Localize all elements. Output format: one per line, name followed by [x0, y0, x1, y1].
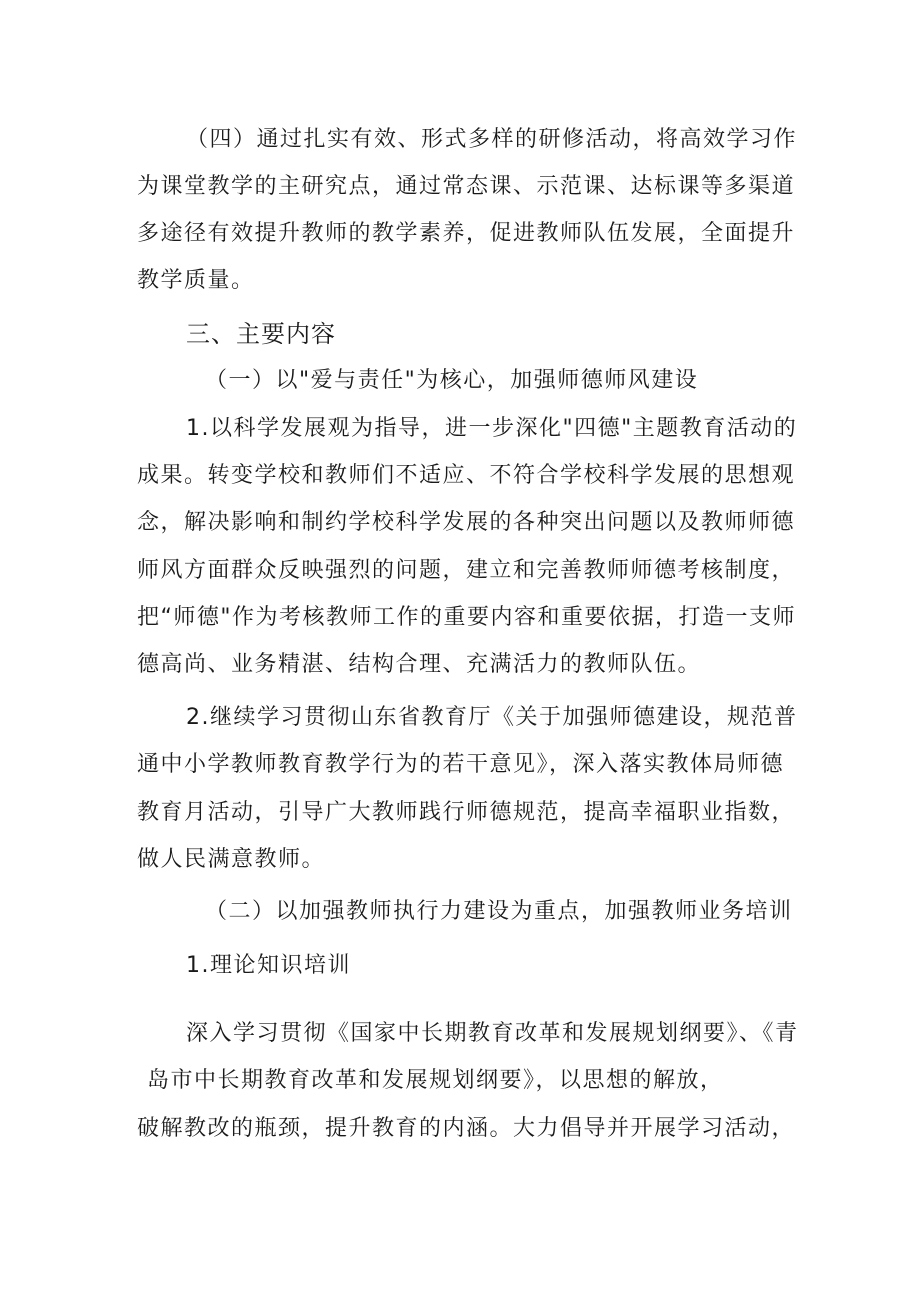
item-1-line-6: 德高尚、业务精湛、结构合理、充满活力的教师队伍。: [137, 652, 702, 677]
item-2-1-heading: 1.理论知识培训: [186, 953, 351, 978]
paragraph-4-line-4: 教学质量。: [137, 268, 255, 293]
subsection-1-heading: （一）以"爱与责任"为核心，加强师德师风建设: [205, 368, 699, 393]
paragraph-4-line-1: （四）通过扎实有效、形式多样的研修活动，将高效学习作: [186, 127, 798, 152]
item-1-line-3: 念，解决影响和制约学校科学发展的各种突出问题以及教师师德: [137, 510, 796, 535]
last-paragraph-line-2: 岛市中长期教育改革和发展规划纲要》，以思想的解放，: [147, 1068, 724, 1093]
paragraph-4-line-2: 为课堂教学的主研究点，通过常态课、示范课、达标课等多渠道: [137, 174, 796, 199]
item-2-line-3: 教育月活动，引导广大教师践行师德规范，提高幸福职业指数，: [137, 800, 796, 825]
last-paragraph-line-1: 深入学习贯彻《国家中长期教育改革和发展规划纲要》、《青: [186, 1021, 799, 1046]
paragraph-4-line-3: 多途径有效提升教师的教学素养，促进教师队伍发展，全面提升: [137, 221, 796, 246]
item-2-line-2: 通中小学教师教育教学行为的若干意见》，深入落实教体局师德: [137, 752, 785, 777]
last-paragraph-line-3: 破解教改的瓶颈，提升教育的内涵。大力倡导并开展学习活动，: [137, 1116, 796, 1141]
item-2-line-4: 做人民满意教师。: [137, 847, 326, 872]
item-1-line-5: 把“师德"作为考核教师工作的重要内容和重要依据，打造一支师: [137, 605, 797, 630]
subsection-2-heading: （二）以加强教师执行力建设为重点，加强教师业务培训: [205, 899, 793, 924]
item-1-line-4: 师风方面群众反映强烈的问题，建立和完善教师师德考核制度，: [137, 558, 796, 583]
item-2-line-1: 2.继续学习贯彻山东省教育厅《关于加强师德建设，规范普: [186, 705, 798, 730]
section-heading: 三、主要内容: [186, 320, 336, 348]
item-1-line-2: 成果。转变学校和教师们不适应、不符合学校科学发展的思想观: [137, 463, 796, 488]
item-1-line-1: 1.以科学发展观为指导，进一步深化"四德"主题教育活动的: [186, 416, 798, 441]
